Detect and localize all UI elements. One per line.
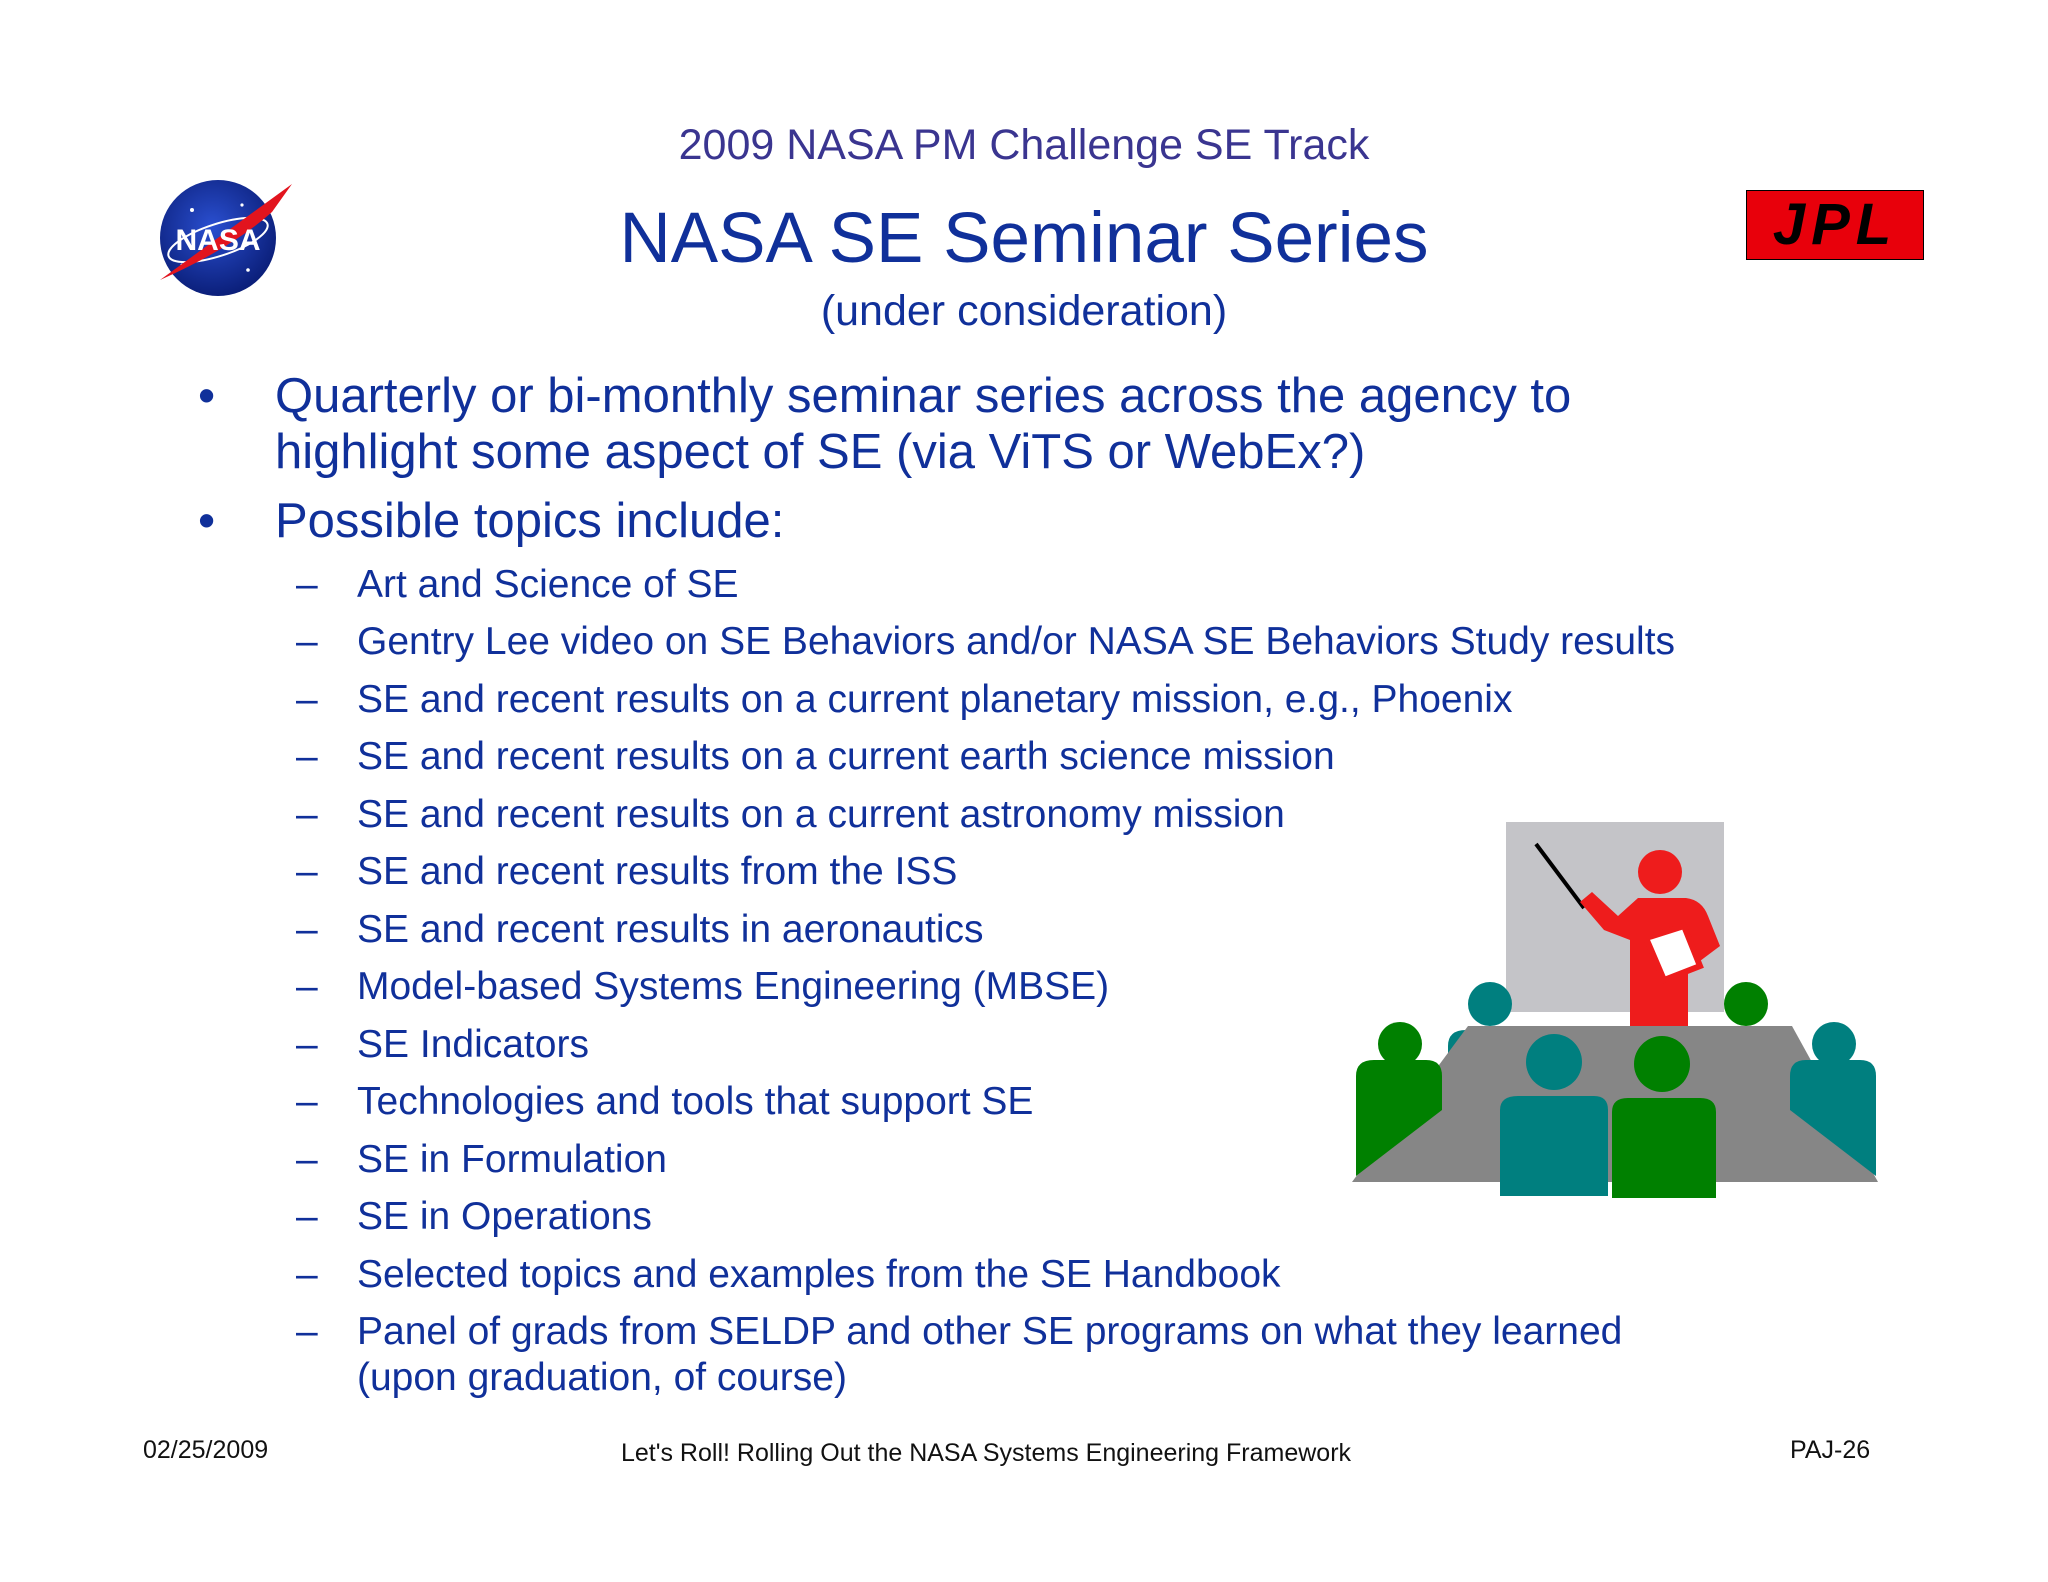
bullet-line: highlight some aspect of SE (via ViTS or WebEx?) [275,425,1366,479]
topic-marker: – [296,1080,318,1123]
topic-line: (upon graduation, of course) [357,1356,847,1399]
topic-marker: – [296,793,318,836]
bullet-text [275,368,1775,480]
topic-item [357,1309,1757,1401]
topic-item: SE and recent results from the ISS [357,850,958,893]
topic-item: SE Indicators [357,1023,589,1066]
topic-item: Selected topics and examples from the SE Handbook [357,1253,1281,1296]
topic-marker: – [296,908,318,951]
topic-item: SE and recent results in aeronautics [357,908,984,951]
nasa-logo-text: NASA [175,224,261,257]
slide-title: NASA SE Seminar Series [619,199,1429,278]
presenter-meeting-illustration [1348,820,1882,1202]
topic-marker: – [296,620,318,663]
topic-marker: – [296,678,318,721]
topic-item: SE and recent results on a current astronomy mission [357,793,1285,836]
topic-item: SE in Formulation [357,1138,667,1181]
topic-marker: – [296,850,318,893]
footer-title: Let's Roll! Rolling Out the NASA Systems Engineering Framework [620,1439,1352,1467]
bullet-line: Quarterly or bi-monthly seminar series across the agency to [275,369,1572,423]
footer-page-number: PAJ-26 [1790,1436,1871,1464]
topic-item: Technologies and tools that support SE [357,1080,1034,1123]
topic-marker: – [296,1138,318,1181]
topic-line: Panel of grads from SELDP and other SE programs on what they learned [357,1310,1623,1353]
topic-item: SE and recent results on a current planetary mission, e.g., Phoenix [357,678,1513,721]
slide-subtitle: (under consideration) [820,287,1228,335]
topic-marker: – [296,1023,318,1066]
topic-marker: – [296,965,318,1008]
topic-marker: – [296,1195,318,1238]
topic-marker: – [296,1253,318,1296]
footer-date: 02/25/2009 [143,1436,269,1464]
bullet-marker: • [198,369,216,423]
topic-item: SE and recent results on a current earth science mission [357,735,1335,778]
slide-header: 2009 NASA PM Challenge SE Track [678,121,1370,169]
topic-item: SE in Operations [357,1195,652,1238]
topic-item: Art and Science of SE [357,563,739,606]
topic-item: Gentry Lee video on SE Behaviors and/or NASA SE Behaviors Study results [357,620,1676,663]
topic-marker: – [296,1310,318,1353]
topic-item: Model-based Systems Engineering (MBSE) [357,965,1110,1008]
topic-marker: – [296,735,318,778]
topic-marker: – [296,563,318,606]
bullet-text: Possible topics include: [275,494,785,548]
bullet-marker: • [198,494,216,548]
jpl-logo-text: JPL [1772,192,1898,257]
